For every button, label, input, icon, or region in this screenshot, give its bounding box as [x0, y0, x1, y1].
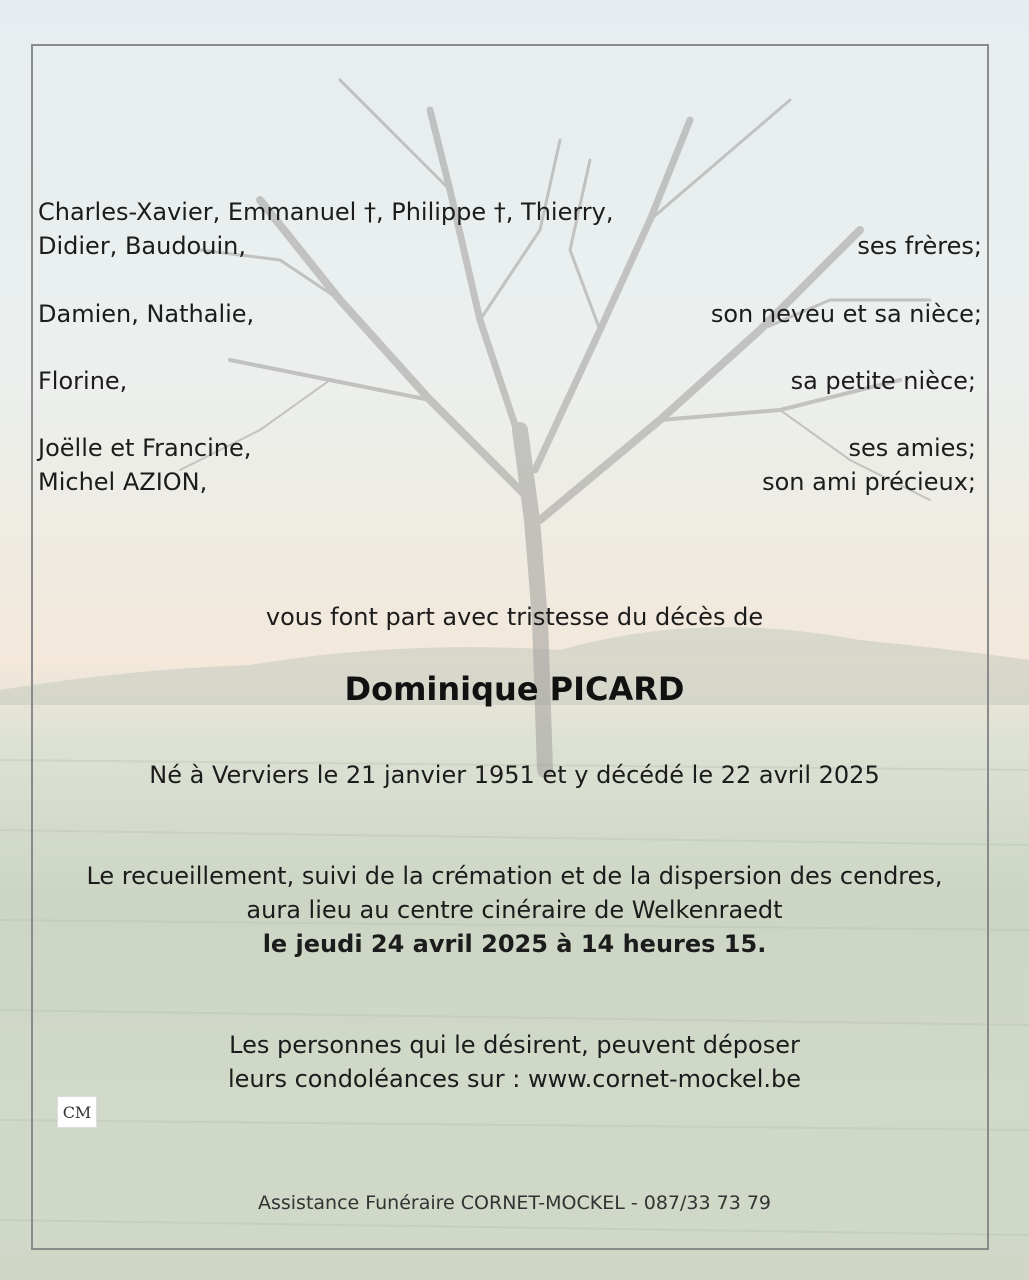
funeral-home-logo	[57, 1096, 97, 1128]
ceremony-line-2: aura lieu au centre cinéraire de Welkenraedt	[246, 896, 783, 924]
family-names: Florine,	[38, 367, 128, 395]
family-names: Charles-Xavier, Emmanuel †, Philippe †, Thierry,	[38, 198, 614, 226]
family-relation: son ami précieux;	[762, 468, 976, 496]
family-relation: ses frères;	[857, 232, 982, 260]
family-names: Damien, Nathalie,	[38, 300, 255, 328]
ceremony-date: le jeudi 24 avril 2025 à 14 heures 15.	[262, 930, 767, 958]
family-names: Michel AZION,	[38, 468, 208, 496]
footer-text: Assistance Funéraire CORNET-MOCKEL - 087/33 73 79	[257, 1192, 772, 1214]
family-relation: ses amies;	[848, 434, 976, 462]
family-names: Didier, Baudouin,	[38, 232, 246, 260]
family-row	[38, 297, 982, 331]
family-names: Joëlle et Francine,	[38, 434, 252, 462]
family-row	[38, 465, 976, 499]
birth-death-text: Né à Verviers le 21 janvier 1951 et y décédé le 22 avril 2025	[149, 761, 880, 789]
condolences-line-1: Les personnes qui le désirent, peuvent déposer	[229, 1031, 800, 1059]
deceased-name: Dominique PICARD	[344, 670, 685, 708]
family-row	[38, 229, 982, 263]
family-row	[38, 364, 976, 398]
logo-text: CM	[62, 1102, 92, 1122]
condolences-line-2: leurs condoléances sur : www.cornet-mockel.be	[227, 1065, 802, 1093]
family-relation: son neveu et sa nièce;	[710, 300, 982, 328]
family-row	[38, 195, 982, 229]
family-relation: sa petite nièce;	[790, 367, 976, 395]
family-row	[38, 431, 976, 465]
ceremony-line-1: Le recueillement, suivi de la crémation et de la dispersion des cendres,	[86, 862, 943, 890]
announcement-text: vous font part avec tristesse du décès de	[265, 603, 764, 631]
